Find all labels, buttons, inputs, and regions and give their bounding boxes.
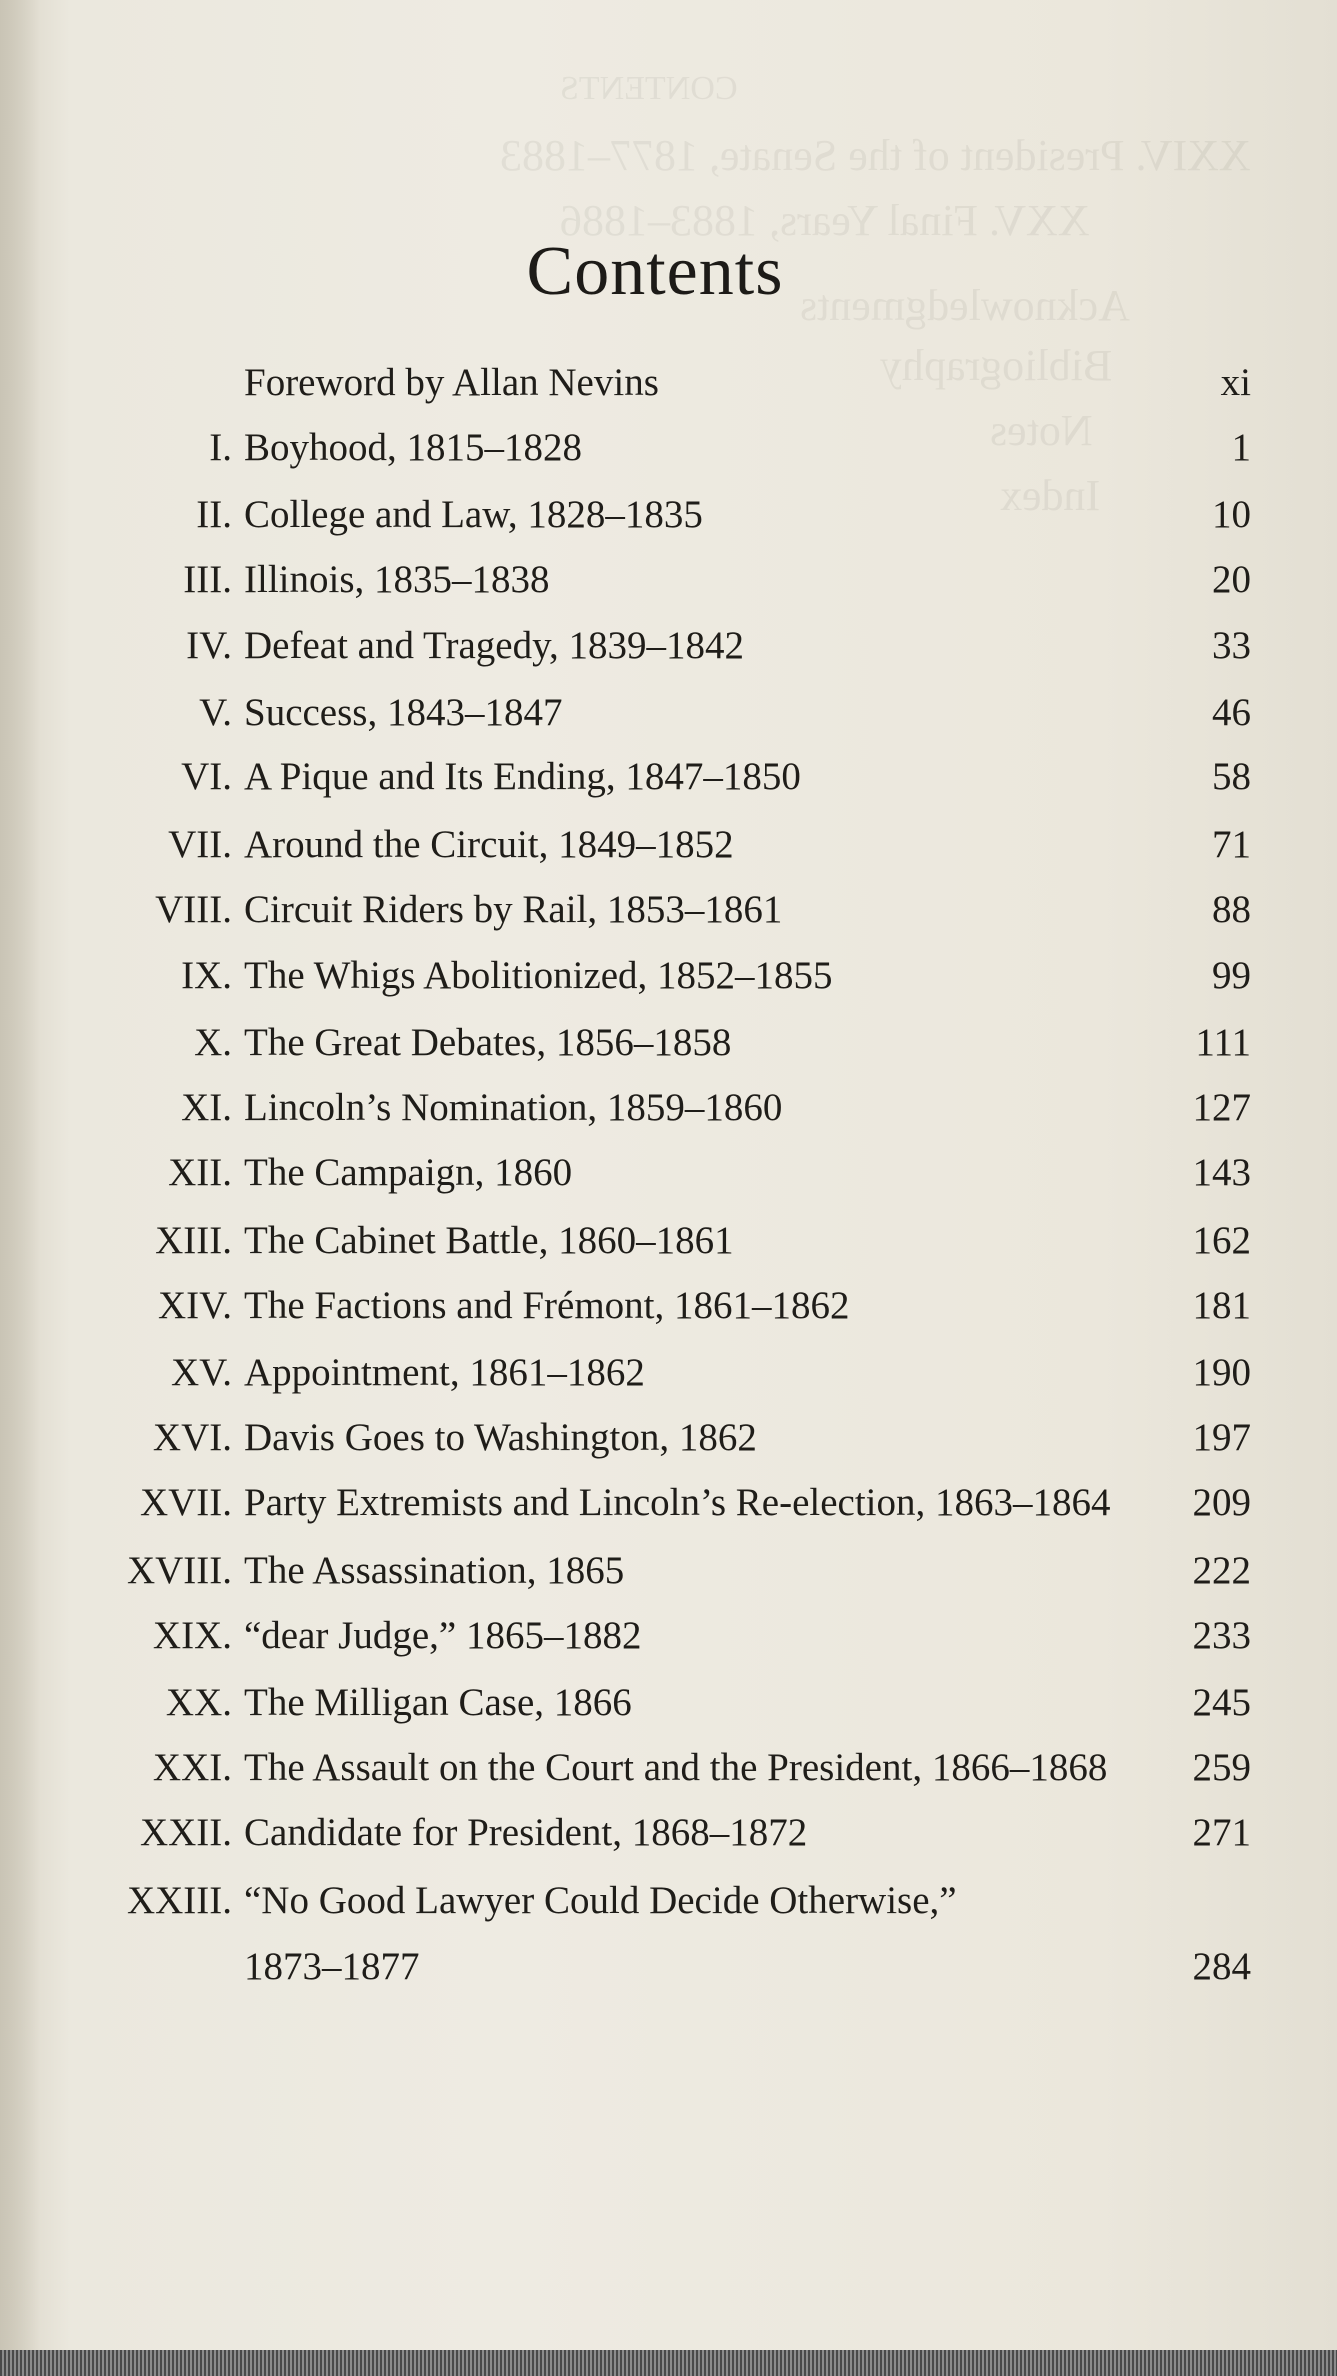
chapter-number: V. xyxy=(199,691,232,734)
page-number: 58 xyxy=(1212,755,1251,798)
chapter-title: “dear Judge,” 1865–1882 xyxy=(244,1614,642,1657)
chapter-number: XXII. xyxy=(139,1811,232,1854)
toc-entry xyxy=(0,1480,1337,1540)
chapter-number: VI. xyxy=(181,755,232,798)
page-number: 127 xyxy=(1192,1086,1251,1129)
bleed-through-text: Notes xyxy=(990,406,1093,455)
toc-entry xyxy=(0,887,1337,947)
page-number: 10 xyxy=(1212,493,1251,536)
chapter-number: XIX. xyxy=(152,1614,232,1657)
toc-entry xyxy=(0,1944,1337,2004)
chapter-number: IV. xyxy=(186,624,232,667)
toc-entry xyxy=(0,690,1337,750)
page-number: 71 xyxy=(1212,823,1251,866)
page-number: 233 xyxy=(1192,1614,1251,1657)
chapter-title: The Assault on the Court and the President, 1866–1868 xyxy=(244,1746,1108,1789)
page-number: 88 xyxy=(1212,888,1251,931)
toc-entry xyxy=(0,1020,1337,1080)
bleed-through-text: XXV. Final Years, 1883–1886 xyxy=(560,196,1090,245)
chapter-title: A Pique and Its Ending, 1847–1850 xyxy=(244,755,801,798)
page-number: 197 xyxy=(1192,1416,1251,1459)
chapter-number: XII. xyxy=(168,1151,232,1194)
bleed-through-text: Index xyxy=(1000,471,1101,520)
toc-entry xyxy=(0,1283,1337,1343)
chapter-title: Circuit Riders by Rail, 1853–1861 xyxy=(244,888,783,931)
chapter-title: College and Law, 1828–1835 xyxy=(244,493,703,536)
toc-entry xyxy=(0,557,1337,617)
toc-entry xyxy=(0,1878,1337,1938)
page-number: xi xyxy=(1220,361,1251,404)
fabric-background xyxy=(0,2350,1337,2376)
chapter-number: X. xyxy=(194,1021,232,1064)
page-number: 271 xyxy=(1192,1811,1251,1854)
chapter-number: XX. xyxy=(165,1681,232,1724)
chapter-title: The Campaign, 1860 xyxy=(244,1151,573,1194)
toc-entry xyxy=(0,822,1337,882)
page-number: 143 xyxy=(1192,1151,1251,1194)
chapter-title: 1873–1877 xyxy=(244,1945,420,1988)
toc-entry xyxy=(0,1085,1337,1145)
chapter-number: I. xyxy=(209,426,232,469)
page-number: 1 xyxy=(1231,426,1251,469)
page-number: 209 xyxy=(1192,1481,1251,1524)
chapter-number: XIII. xyxy=(155,1219,232,1262)
toc-entry xyxy=(0,1613,1337,1673)
bleed-through-text: Acknowledgments xyxy=(800,281,1130,330)
toc-entry xyxy=(0,754,1337,814)
chapter-number: XXIII. xyxy=(126,1879,232,1922)
page-number: 33 xyxy=(1212,624,1251,667)
page-number: 162 xyxy=(1192,1219,1251,1262)
chapter-title: Illinois, 1835–1838 xyxy=(244,558,550,601)
chapter-title: Defeat and Tragedy, 1839–1842 xyxy=(244,624,745,667)
page-title: Contents xyxy=(526,233,784,310)
chapter-title: The Cabinet Battle, 1860–1861 xyxy=(244,1219,734,1262)
toc-entry xyxy=(0,623,1337,683)
chapter-title: “No Good Lawyer Could Decide Otherwise,” xyxy=(244,1879,957,1922)
chapter-title: Davis Goes to Washington, 1862 xyxy=(244,1416,757,1459)
page-number: 222 xyxy=(1192,1549,1251,1592)
toc-entry xyxy=(0,492,1337,552)
toc-entry xyxy=(0,425,1337,485)
toc-entry xyxy=(0,1218,1337,1278)
chapter-number: XVIII. xyxy=(126,1549,232,1592)
chapter-number: XXI. xyxy=(152,1746,232,1789)
chapter-number: XI. xyxy=(181,1086,232,1129)
page-number: 99 xyxy=(1212,954,1251,997)
toc-entry xyxy=(0,1745,1337,1805)
chapter-number: III. xyxy=(183,558,232,601)
chapter-number: XIV. xyxy=(157,1284,232,1327)
page-number: 245 xyxy=(1192,1681,1251,1724)
bleed-through-text: CONTENTS xyxy=(560,70,738,107)
chapter-title: Success, 1843–1847 xyxy=(244,691,563,734)
chapter-number: VIII. xyxy=(155,888,232,931)
chapter-number: VII. xyxy=(168,823,232,866)
chapter-title: The Factions and Frémont, 1861–1862 xyxy=(244,1284,850,1327)
chapter-title: Appointment, 1861–1862 xyxy=(244,1351,645,1394)
chapter-title: Around the Circuit, 1849–1852 xyxy=(244,823,734,866)
toc-entry xyxy=(0,1548,1337,1608)
chapter-title: The Assassination, 1865 xyxy=(244,1549,625,1592)
chapter-title: Boyhood, 1815–1828 xyxy=(244,426,583,469)
page-number: 20 xyxy=(1212,558,1251,601)
toc-entry xyxy=(0,1150,1337,1210)
bleed-through-text: Bibliography xyxy=(880,341,1113,390)
chapter-number: XVII. xyxy=(139,1481,232,1524)
page-number: 284 xyxy=(1192,1945,1251,1988)
chapter-number: II. xyxy=(196,493,232,536)
toc-entry xyxy=(0,1810,1337,1870)
chapter-title: The Great Debates, 1856–1858 xyxy=(244,1021,732,1064)
chapter-title: Candidate for President, 1868–1872 xyxy=(244,1811,808,1854)
page-number: 181 xyxy=(1192,1284,1251,1327)
toc-entry xyxy=(0,1350,1337,1410)
toc-entry xyxy=(0,360,1337,420)
chapter-number: XV. xyxy=(170,1351,232,1394)
bleed-through-text: XXIV. President of the Senate, 1877–1883 xyxy=(500,131,1251,180)
chapter-title: The Milligan Case, 1866 xyxy=(244,1681,632,1724)
page-number: 190 xyxy=(1192,1351,1251,1394)
toc-entry xyxy=(0,1415,1337,1475)
chapter-title: The Whigs Abolitionized, 1852–1855 xyxy=(244,954,833,997)
chapter-number: IX. xyxy=(181,954,232,997)
page-number: 111 xyxy=(1195,1021,1251,1064)
page-number: 259 xyxy=(1192,1746,1251,1789)
chapter-title: Foreword by Allan Nevins xyxy=(244,361,659,404)
chapter-title: Party Extremists and Lincoln’s Re-election, 1863–1864 xyxy=(244,1481,1111,1524)
chapter-number: XVI. xyxy=(152,1416,232,1459)
page-number: 46 xyxy=(1212,691,1251,734)
toc-entry xyxy=(0,953,1337,1013)
chapter-title: Lincoln’s Nomination, 1859–1860 xyxy=(244,1086,783,1129)
toc-entry xyxy=(0,1680,1337,1740)
